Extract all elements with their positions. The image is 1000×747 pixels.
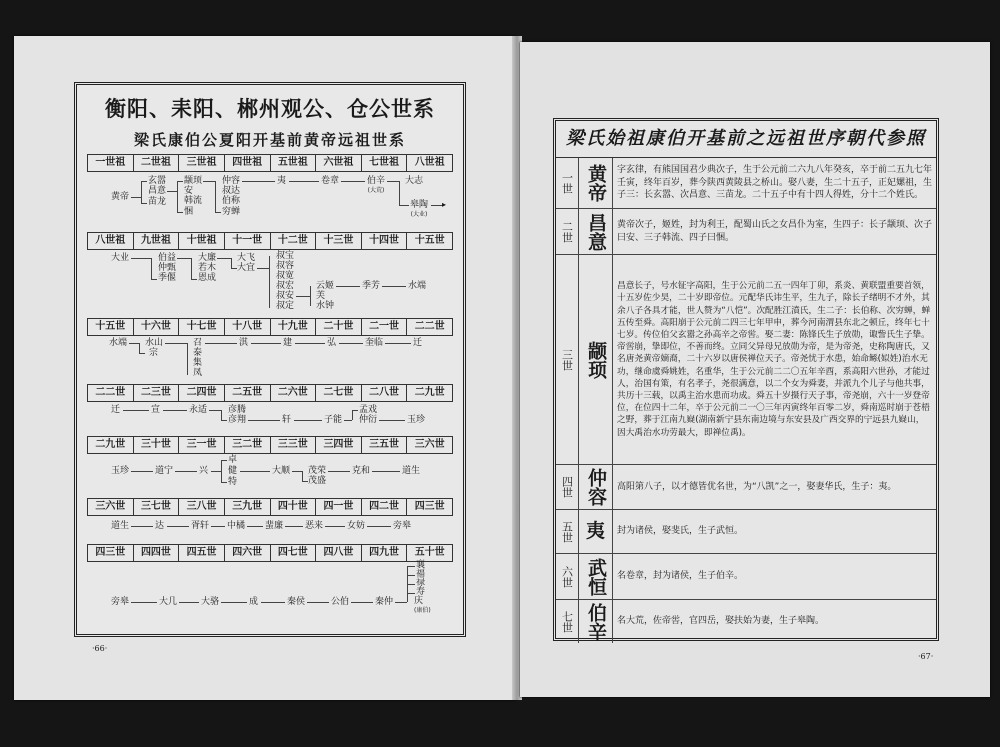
ancestor-name: 旁皋 [111,597,130,607]
generation-header-cell: 二十世 [316,319,362,335]
generation-header-cell: 四八世 [316,545,362,561]
ancestor-name: 蜚廉 [265,521,284,531]
generation-header-cell: 四三世 [414,501,445,512]
generation-header-cell: 十八世 [225,319,271,335]
ancestor-name: 禄 [416,578,426,588]
ancestor-name: 伯称 [222,196,241,206]
description-cell: 高阳第八子，以才德皆优名世，为“八凯”之一，娶妻华氏，生子：夷。 [617,481,897,492]
ancestor-name-cell: 仲容 [579,465,613,509]
description-cell: 封为诸侯，娶斐氏，生子武恒。 [617,526,744,537]
generation-header-cell: 十九世 [271,319,317,335]
generation-block-5 [87,436,453,494]
generation-header-cell: 二九世 [88,437,134,453]
generation-header-cell: 十六世 [134,319,180,335]
ancestor-name: 夷 [277,176,287,186]
ancestor-name: 水端 [109,338,128,348]
ancestor-name: 苗龙 [148,197,167,207]
ancestor-name: 恩成 [198,273,217,283]
table-row [556,158,936,209]
generation-header-cell: 二八世 [362,385,408,401]
generation-block-3 [87,318,453,380]
table-row [556,209,936,255]
ancestor-name: 弘 [327,338,337,348]
generation-header-row [87,498,453,516]
generation-block-2 [87,232,453,314]
generation-header-cell: 十七世 [179,319,225,335]
family-tree [87,172,453,228]
page-number-right: ·67· [918,652,934,661]
ancestor-name: 韩流 [184,196,203,206]
ancestor-name: 穷蝉 [222,207,241,217]
ancestor-name: 特 [228,477,238,487]
generation-header-cell: 九世祖 [134,233,180,249]
ancestor-name: 仲容 [222,176,241,186]
ancestor-name: 成 [249,597,259,607]
ancestor-name: 伯辛 (大荒) [367,176,386,194]
ancestor-name: 大几 [159,597,178,607]
ancestor-name: 凤 [193,368,203,378]
generation-block-6 [87,498,453,536]
ancestor-name-cell: 伯辛 [579,600,613,643]
ancestor-name: 仲甄 [158,263,177,273]
ancestor-name: 季偃 [158,273,177,283]
ancestor-name: 宣 [151,405,161,415]
ancestor-name: 大志 [405,176,424,186]
generation-header-cell: 十一世 [225,233,271,249]
ancestor-name-cell: 昌意 [579,209,613,254]
ancestor-name: 彦腾 [228,405,247,415]
ancestor-name: 颛顼 [184,176,203,186]
generation-header-cell: 七世祖 [362,155,408,171]
generation-header-cell: 四四世 [134,545,180,561]
ancestor-name: 秦侯 [287,597,306,607]
generation-cell: 二世 [556,209,579,254]
generation-header-row [87,384,453,402]
ancestor-name: 中橘 [227,521,246,531]
ancestor-name-cell: 夷 [579,510,613,553]
generation-header-cell: 二三世 [134,385,180,401]
family-tree [87,336,453,380]
description-cell: 名大荒，佐帝喾，官四岳，娶扶始为妻，生子皋陶。 [617,616,825,627]
ancestor-name: 玉珍 [111,466,130,476]
ancestor-name: 寿 [416,587,426,597]
table-row [556,510,936,554]
table-row [556,465,936,510]
generation-header-cell: 四十世 [271,499,317,515]
ancestor-name: 克和 [352,466,371,476]
family-tree [87,402,453,432]
generation-header-cell: 十三世 [316,233,362,249]
family-tree [87,250,453,314]
ancestor-name: 兴 [199,466,209,476]
ancestor-name: 健 [228,466,238,476]
page-number-left: ·66· [92,644,108,653]
generation-header-cell: 三四世 [316,437,362,453]
generation-header-cell: 三六世 [414,439,445,450]
ancestor-name-cell: 武恒 [579,554,613,599]
generation-cell: 五世 [556,510,579,553]
generation-header-cell: 十四世 [362,233,408,249]
ancestor-name: 旁皋 [393,521,412,531]
ancestor-name: 黄帝 [111,192,130,202]
ancestor-name: 道生 [402,466,421,476]
description-cell: 黄帝次子，姬姓，封为利王，配蜀山氏之女昌仆为室，生四子：长子颛顼、次子曰安、三子韩流、四子曰悃。 [617,220,933,243]
generation-header-cell: 三九世 [225,499,271,515]
ancestor-name: 彦翔 [228,415,247,425]
generation-cell: 三世 [556,255,579,464]
ancestor-name: 淇 [239,338,249,348]
ancestor-name: 集 [193,358,203,368]
generation-header-cell: 三七世 [134,499,180,515]
ancestor-name: 达 [155,521,165,531]
generation-header-cell: 三一世 [179,437,225,453]
ancestor-name: 大业 [111,253,130,263]
table-row [556,255,936,465]
ancestor-name: 皋陶 (大业) [410,200,429,218]
ancestor-name: 大廉 [198,253,217,263]
description-cell: 名卷章，封为诸侯，生子伯辛。 [617,571,744,582]
ancestor-name: 叔容 [276,261,295,271]
ancestor-name: 迁 [413,338,423,348]
ancestor-name: 卷章 [321,176,340,186]
ancestor-name: 子能 [324,415,343,425]
ancestor-name: 水钟 [316,301,335,311]
ancestor-name: 恶来 [305,521,324,531]
ancestor-name: 昌意 [148,186,167,196]
ancestor-name: 水山 [145,338,164,348]
generation-header-cell: 三八世 [179,499,225,515]
generation-header-cell: 十五世 [414,235,445,246]
ancestor-name: 玄嚣 [148,176,167,186]
generation-header-cell: 八世祖 [414,157,445,168]
ancestor-name: 叔定 [276,301,295,311]
generation-cell: 七世 [556,600,579,643]
genealogy-chart-frame [74,82,466,637]
generation-header-row [87,544,453,562]
generation-header-cell: 四一世 [316,499,362,515]
generation-header-cell: 三三世 [271,437,317,453]
generation-cell: 六世 [556,554,579,599]
ancestor-name-cell: 颛顼 [579,255,613,464]
ancestor-name: 茂荣 [308,466,327,476]
generation-header-cell: 十五世 [88,319,134,335]
ancestor-name: 若木 [198,263,217,273]
ancestor-name: 芙 [316,291,326,301]
ancestor-name: 卓 [228,455,238,465]
generation-cell: 四世 [556,465,579,509]
left-page-title: 衡阳、耒阳、郴州观公、仓公世系 [105,96,435,121]
ancestor-name: 叔安 [276,291,295,301]
ancestor-name: 大宜 [237,263,256,273]
ancestor-name: 女妨 [347,521,366,531]
ancestor-name: 福 [416,569,426,579]
generation-header-cell: 二二世 [414,321,445,332]
ancestor-name: 道生 [111,521,130,531]
generation-header-row [87,318,453,336]
description-cell: 昌意长子，号水钲字高阳，生于公元前二五一四年丁卯，系炎、黄联盟重要首领，十五岁佐少昊，二十岁即帝位。元配华氏讳生平，生九子，除长子绪明不才外，其余八子各具才能，世人赞为“八恺”。次配胜江濆氏，生二子：长伯称、次穷蝉，蝉五传至舜。高阳崩于公元前二四三七年甲申，葬今河南渭县东北之顿丘，终年七十七岁。传位伯父玄嚣之孙高辛之帝喾。娶二妻：陈锋氏生子放勋，诹訾氏生子挚。帝喾崩，挚即位，不善而终。立同父异母兄放勋为帝，是为帝尧，史称陶唐氏，又名唐尧黄帝嫡裔，二十六岁以唐侯禅位天子。帝尧忧于水患，始命鲧(姒姓)治水无功，继命虞舜姚姓，名重华，生于公元前二二〇五年辛酉，系高阳六世孙，才能过人，治国有策，有名孝子，尧很满意，以二个女为舜妻，并派九个儿子与他共事，共历十三载，以禹主治水患而功成。舜五十岁摄行天子事，帝尧崩，六十一岁登帝位，在位四十二年，卒于公元前二一〇三年丙寅终年百零二岁，舜南巡时崩于苍梧之野，葬于江南九嶷(湖南新宁县东南边境与东安县及广西交界的宁远县九嶷山，因大禹治水功劳最大，即禅位禹)。 [617,281,931,438]
generation-header-cell: 十二世 [271,233,317,249]
ancestor-name: 孟戏 [359,405,378,415]
ancestor-name: 建 [283,338,293,348]
family-tree [87,454,453,494]
ancestor-name: 大顺 [272,466,291,476]
generation-header-cell: 二世祖 [134,155,180,171]
ancestor-name: 泰 [193,348,203,358]
table-row [556,554,936,600]
right-page-title: 梁氏始祖康伯开基前之远祖世序朝代参照 [556,121,936,158]
generation-header-cell: 四六世 [225,545,271,561]
generation-header-cell: 五十世 [414,547,445,558]
ancestor-name: 安 [184,186,194,196]
ancestor-name: 道宁 [155,466,174,476]
ancestor-name: 大飞 [237,253,256,263]
generation-block-7 [87,544,453,622]
generation-header-cell: 二七世 [316,385,362,401]
generation-header-cell: 四七世 [271,545,317,561]
generation-header-cell: 四世祖 [225,155,271,171]
generation-header-cell: 二九世 [414,387,445,398]
generation-header-row [87,232,453,250]
generation-cell: 一世 [556,158,579,208]
ancestor-name: 公伯 [331,597,350,607]
ancestor-name: 叔宽 [276,271,295,281]
arrow-right-icon: ▸ [442,200,447,209]
family-tree [87,562,453,622]
ancestor-name: 大骆 [201,597,220,607]
ancestor-name: 襄 [416,560,426,570]
ancestor-name: 永适 [189,405,208,415]
generation-header-cell: 五世祖 [271,155,317,171]
generation-header-cell: 二一世 [362,319,408,335]
generation-header-cell: 三十世 [134,437,180,453]
ancestor-name: 季芳 [362,281,381,291]
generation-header-cell: 四三世 [88,545,134,561]
ancestor-name-cell: 黄帝 [579,158,613,208]
ancestor-name: 迁 [111,405,121,415]
generation-header-row [87,436,453,454]
ancestor-name: 茂盛 [308,476,327,486]
generation-block-1 [87,154,453,228]
ancestor-name: 轩 [282,415,292,425]
generation-header-cell: 三二世 [225,437,271,453]
ancestor-name: 玉珍 [407,415,426,425]
ancestor-name: 悃 [184,207,194,217]
family-tree [87,516,453,536]
ancestor-name: 叔宝 [276,251,295,261]
table-row [556,600,936,643]
ancestor-name: 叔达 [222,186,241,196]
generation-header-cell: 十世祖 [179,233,225,249]
generation-header-cell: 三六世 [88,499,134,515]
generation-header-cell: 二六世 [271,385,317,401]
ancestor-name: 水端 [408,281,427,291]
generation-header-cell: 一世祖 [88,155,134,171]
generation-block-4 [87,384,453,432]
description-cell: 字玄律，有熊国国君少典次子，生于公元前二六九八年癸亥，卒于前二五九七年壬寅，终年百岁，葬今陕西黄陵县之桥山。娶八妻，生二十五子，正妃嫘祖，生子三：长玄嚣、次昌意、三苗龙。二十五子中有十四人得姓，分十二个姓氏。 [617,165,933,201]
generation-header-cell: 二五世 [225,385,271,401]
ancestor-name: 秦仲 [375,597,394,607]
generation-header-row [87,154,453,172]
ancestor-name: 召 [193,338,203,348]
ancestor-name: 云姬 [316,281,335,291]
generation-header-cell: 四五世 [179,545,225,561]
generation-header-cell: 三五世 [362,437,408,453]
ancestor-name: 奎临 [365,338,384,348]
left-page-subtitle: 梁氏康伯公夏阳开基前黄帝远祖世系 [133,131,406,149]
ancestor-reference-table [553,118,939,641]
ancestor-name: 庆 (康伯) [414,596,431,614]
ancestor-name: 叔宏 [276,281,295,291]
generation-header-cell: 三世祖 [179,155,225,171]
generation-header-cell: 四二世 [362,499,408,515]
generation-header-cell: 四九世 [362,545,408,561]
ancestor-name: 仲衍 [359,415,378,425]
generation-header-cell: 六世祖 [316,155,362,171]
ancestor-name: 宗 [149,348,159,358]
generation-header-cell: 二二世 [88,385,134,401]
ancestor-name: 胥轩 [191,521,210,531]
ancestor-name: 伯益 [158,253,177,263]
generation-header-cell: 八世祖 [88,233,134,249]
generation-header-cell: 二四世 [179,385,225,401]
